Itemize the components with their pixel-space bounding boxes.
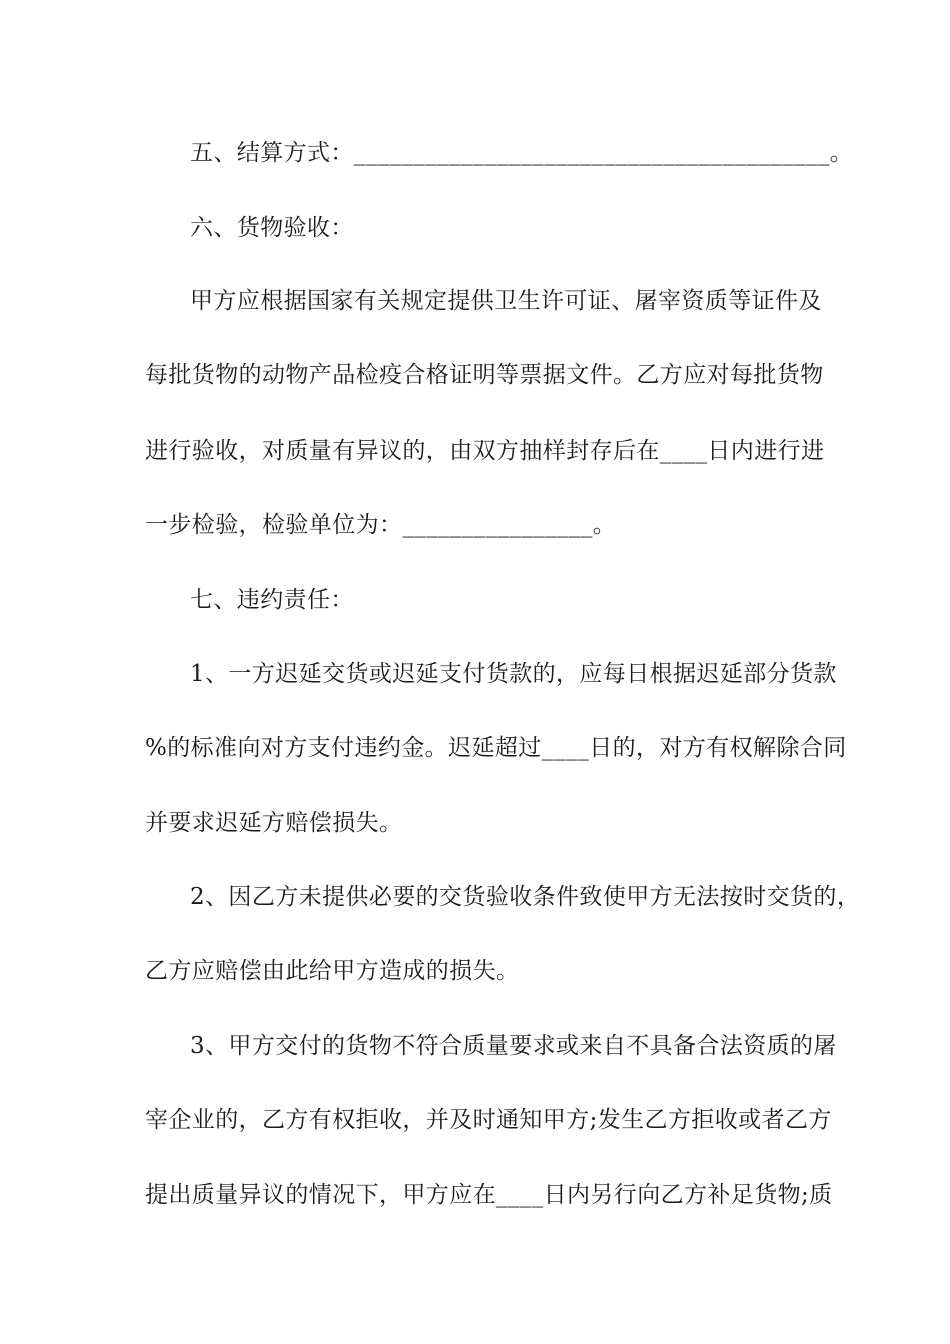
clause-3-line: 3、甲方交付的货物不符合质量要求或来自不具备合法资质的屠: [190, 1033, 837, 1059]
paragraph-line: 宰企业的，乙方有权拒收，并及时通知甲方;发生乙方拒收或者乙方: [145, 1107, 832, 1133]
paragraph-line: 每批货物的动物产品检疫合格证明等票据文件。乙方应对每批货物: [145, 362, 824, 388]
paragraph-line: 进行验收，对质量有异议的，由双方抽样封存后在____日内进行进: [145, 438, 825, 464]
paragraph-line: 甲方应根据国家有关规定提供卫生许可证、屠宰资质等证件及: [190, 288, 822, 314]
settlement-method-line: 五、结算方式：________________________________________。: [190, 140, 854, 166]
paragraph-line: %的标准向对方支付违约金。迟延超过____日的，对方有权解除合同: [145, 735, 847, 761]
paragraph-line: 并要求迟延方赔偿损失。: [145, 810, 403, 836]
paragraph-line: 乙方应赔偿由此给甲方造成的损失。: [145, 958, 520, 984]
paragraph-line: 提出质量异议的情况下，甲方应在____日内另行向乙方补足货物;质: [145, 1182, 833, 1208]
goods-acceptance-heading: 六、货物验收：: [190, 215, 354, 241]
paragraph-line: 一步检验，检验单位为：________________。: [145, 512, 617, 538]
clause-1-line: 1、一方迟延交货或迟延支付货款的，应每日根据迟延部分货款: [190, 661, 837, 687]
breach-liability-heading: 七、违约责任：: [190, 587, 354, 613]
clause-2-line: 2、因乙方未提供必要的交货验收条件致使甲方无法按时交货的，: [190, 884, 861, 910]
